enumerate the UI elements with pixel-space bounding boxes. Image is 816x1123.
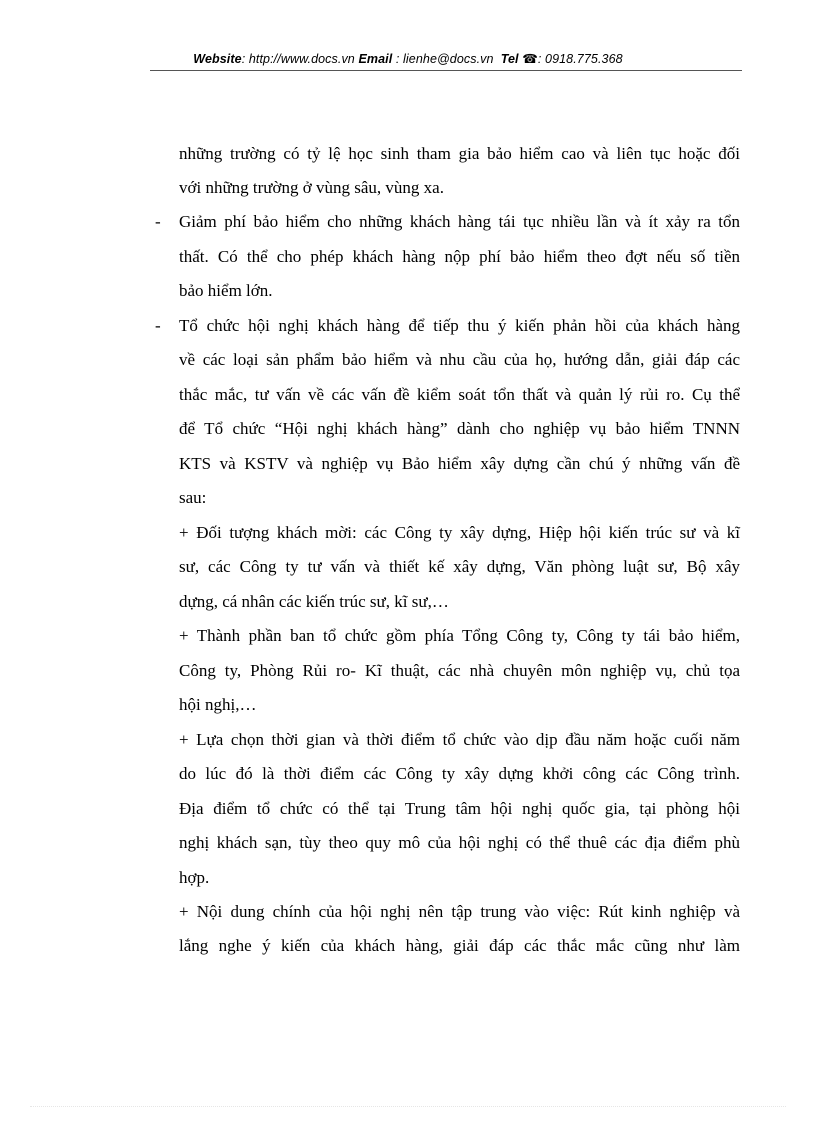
bullet-dash: - <box>155 212 161 231</box>
text-line: dựng, cá nhân các kiến trúc sư, kĩ sư,… <box>179 592 449 611</box>
text-line: để Tổ chức “Hội nghị khách hàng” dành cho nghiệp vụ bảo hiểm TNNN <box>179 419 740 438</box>
text-line: sau: <box>179 488 207 507</box>
email-label: Email <box>358 52 393 66</box>
text-line: + Thành phần ban tổ chức gồm phía Tổng Công ty, Công ty tái bảo hiểm, <box>179 626 740 645</box>
tel-number: : 0918.775.368 <box>537 52 623 66</box>
text-line: + Nội dung chính của hội nghị nên tập trung vào việc: Rút kinh nghiệp và <box>179 902 740 921</box>
text-line: bảo hiểm lớn. <box>179 281 273 300</box>
text-line: những trường có tỷ lệ học sinh tham gia bảo hiểm cao và liên tục hoặc đối <box>179 144 740 163</box>
text-line: thất. Có thể cho phép khách hàng nộp phí bảo hiểm theo đợt nếu số tiền <box>179 247 740 266</box>
text-line: về các loại sản phẩm bảo hiểm và nhu cầu của họ, hướng dẫn, giải đáp các <box>179 350 740 369</box>
text-line: thắc mắc, tư vấn về các vấn đề kiểm soát tổn thất và quản lý rủi ro. Cụ thể <box>179 385 740 404</box>
text-line: + Lựa chọn thời gian và thời điểm tổ chức vào dịp đầu năm hoặc cuối năm <box>179 730 740 749</box>
text-line: do lúc đó là thời điểm các Công ty xây dựng khởi công các Công trình. <box>179 764 740 783</box>
text-line: nghị khách sạn, tùy theo quy mô của hội nghị có thể thuê các địa điểm phù <box>179 833 740 852</box>
text-line: Tổ chức hội nghị khách hàng để tiếp thu ý kiến phản hồi của khách hàng <box>179 316 740 335</box>
footer-divider <box>30 1106 786 1107</box>
text-line: Công ty, Phòng Rủi ro- Kĩ thuật, các nhà chuyên môn nghiệp vụ, chủ tọa <box>179 661 740 680</box>
email-address: : lienhe@docs.vn <box>392 52 494 66</box>
text-line: Giảm phí bảo hiểm cho những khách hàng tái tục nhiều lần và ít xảy ra tổn <box>179 212 740 231</box>
bullet-dash: - <box>155 316 161 335</box>
website-url: : http://www.docs.vn <box>241 52 355 66</box>
text-line: + Đối tượng khách mời: các Công ty xây dựng, Hiệp hội kiến trúc sư và kĩ <box>179 523 740 542</box>
text-line: với những trường ở vùng sâu, vùng xa. <box>179 178 444 197</box>
website-label: Website <box>193 52 242 66</box>
tel-label: Tel <box>500 52 519 66</box>
text-line: hợp. <box>179 868 210 887</box>
page-header <box>0 51 816 66</box>
telephone-icon: ☎ <box>522 52 538 66</box>
text-line: Địa điểm tổ chức có thể tại Trung tâm hội nghị quốc gia, tại phòng hội <box>179 799 740 818</box>
text-line: lắng nghe ý kiến của khách hàng, giải đáp các thắc mắc cũng như làm <box>179 936 740 955</box>
text-line: sư, các Công ty tư vấn và thiết kế xây dựng, Văn phòng luật sư, Bộ xây <box>179 557 740 576</box>
text-line: hội nghị,… <box>179 695 257 714</box>
text-line: KTS và KSTV và nghiệp vụ Bảo hiểm xây dựng cần chú ý những vấn đề <box>179 454 740 473</box>
header-divider <box>150 70 742 71</box>
